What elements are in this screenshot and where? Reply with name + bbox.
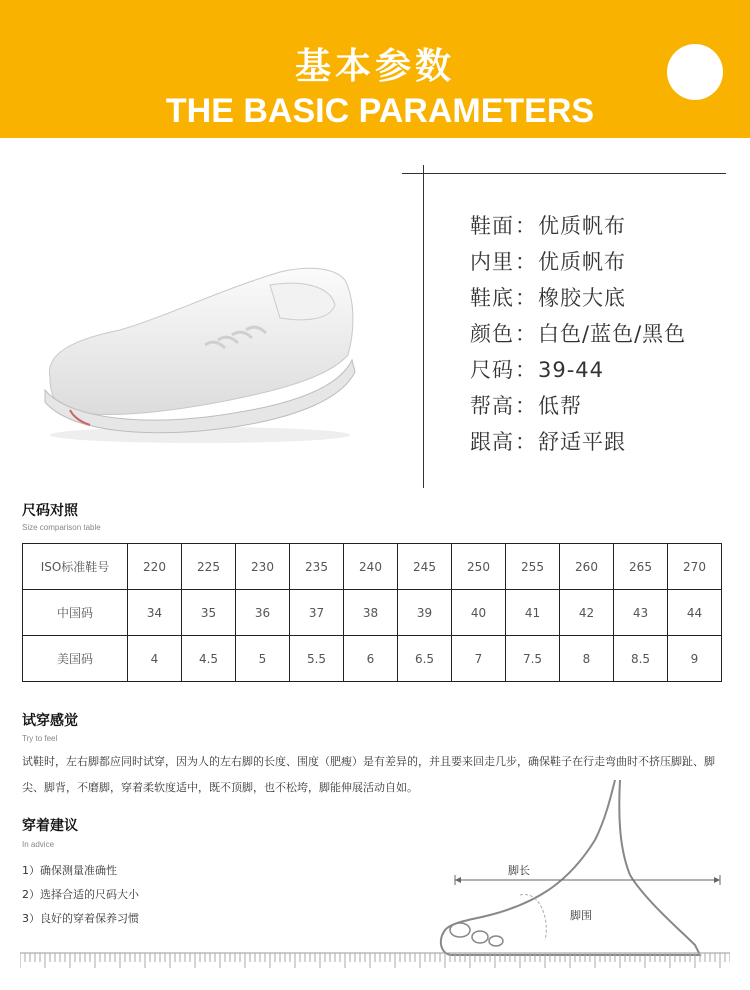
spec-value: 优质帆布 — [538, 250, 626, 274]
table-cell: 41 — [506, 590, 560, 636]
table-cell: 260 — [560, 544, 614, 590]
table-cell: 235 — [290, 544, 344, 590]
table-cell: 245 — [398, 544, 452, 590]
table-cell: 4.5 — [182, 636, 236, 682]
spec-separator: ： — [515, 394, 537, 418]
spec-row — [470, 246, 626, 276]
table-cell: 255 — [506, 544, 560, 590]
size-comparison-table — [22, 543, 722, 682]
table-cell: 36 — [236, 590, 290, 636]
table-cell: 38 — [344, 590, 398, 636]
spec-value: 优质帆布 — [538, 214, 626, 238]
spec-key: 跟高 — [470, 430, 514, 454]
spec-separator: ： — [515, 286, 537, 310]
table-row — [23, 544, 722, 590]
table-cell: 6.5 — [398, 636, 452, 682]
table-cell: 6 — [344, 636, 398, 682]
spec-key: 尺码 — [470, 358, 514, 382]
try-feel-title: 试穿感觉 — [22, 713, 78, 729]
try-feel-text: 试鞋时，左右脚都应同时试穿，因为人的左右脚的长度、围度（肥瘦）是有差异的，并且要来回走几步，确保鞋子在行走弯曲时不挤压脚趾、脚尖、脚背，不磨脚，穿着柔软度适中，既不顶脚，也不松垮，脚能伸展活动自如。 — [22, 755, 715, 794]
spec-row — [470, 318, 686, 348]
spec-separator: ： — [515, 250, 537, 274]
table-cell: 250 — [452, 544, 506, 590]
spec-separator: ： — [515, 430, 537, 454]
spec-value: 低帮 — [538, 394, 582, 418]
table-cell: 5 — [236, 636, 290, 682]
table-cell: 37 — [290, 590, 344, 636]
spec-value: 39-44 — [538, 358, 605, 382]
table-cell: 4 — [128, 636, 182, 682]
foot-girth-label: 脚围 — [570, 909, 592, 922]
table-cell: 7.5 — [506, 636, 560, 682]
table-cell: 270 — [668, 544, 722, 590]
spec-separator: ： — [515, 322, 537, 346]
table-cell: 35 — [182, 590, 236, 636]
size-table-subtitle: Size comparison table — [22, 523, 101, 532]
table-cell: 40 — [452, 590, 506, 636]
table-cell: 39 — [398, 590, 452, 636]
row-label: 中国码 — [23, 590, 128, 636]
table-cell: 220 — [128, 544, 182, 590]
spec-value: 舒适平跟 — [538, 430, 626, 454]
foot-measurement-diagram — [430, 780, 730, 960]
table-cell: 8 — [560, 636, 614, 682]
spec-divider-vertical — [423, 165, 424, 488]
shoe-image — [30, 260, 370, 450]
spec-key: 颜色 — [470, 322, 514, 346]
spec-row — [470, 390, 582, 420]
table-cell: 7 — [452, 636, 506, 682]
spec-row — [470, 426, 626, 456]
table-cell: 44 — [668, 590, 722, 636]
foot-length-label: 脚长 — [508, 864, 530, 877]
table-cell: 8.5 — [614, 636, 668, 682]
table-cell: 5.5 — [290, 636, 344, 682]
spec-divider-horizontal — [402, 173, 726, 174]
banner-title-en: THE BASIC PARAMETERS — [165, 92, 595, 130]
spec-value: 白色/蓝色/黑色 — [538, 322, 687, 346]
spec-key: 鞋底 — [470, 286, 514, 310]
table-cell: 34 — [128, 590, 182, 636]
spec-key: 鞋面 — [470, 214, 514, 238]
spec-value: 橡胶大底 — [538, 286, 626, 310]
spec-row — [470, 210, 626, 240]
spec-separator: ： — [515, 214, 537, 238]
spec-key: 帮高 — [470, 394, 514, 418]
table-cell: 230 — [236, 544, 290, 590]
table-cell: 265 — [614, 544, 668, 590]
row-label: ISO标准鞋号 — [23, 544, 128, 590]
table-cell: 42 — [560, 590, 614, 636]
spec-key: 内里 — [470, 250, 514, 274]
advice-title: 穿着建议 — [22, 818, 78, 834]
advice-item: 2）选择合适的尺码大小 — [22, 888, 139, 901]
spec-row — [470, 282, 626, 312]
spec-separator: ： — [515, 358, 537, 382]
banner-circle-decoration — [667, 44, 723, 100]
header-banner — [0, 0, 750, 138]
table-cell: 9 — [668, 636, 722, 682]
spec-row — [470, 354, 604, 384]
try-feel-subtitle: Try to feel — [22, 734, 58, 743]
advice-item: 1）确保测量准确性 — [22, 864, 117, 877]
advice-subtitle: In advice — [22, 840, 55, 849]
table-cell: 225 — [182, 544, 236, 590]
table-row — [23, 636, 722, 682]
ruler-decoration — [20, 952, 730, 970]
table-row — [23, 590, 722, 636]
banner-title-cn: 基本参数 — [294, 46, 455, 87]
table-cell: 43 — [614, 590, 668, 636]
table-cell: 240 — [344, 544, 398, 590]
size-table-title: 尺码对照 — [22, 503, 78, 519]
row-label: 美国码 — [23, 636, 128, 682]
advice-item: 3）良好的穿着保养习惯 — [22, 912, 139, 925]
